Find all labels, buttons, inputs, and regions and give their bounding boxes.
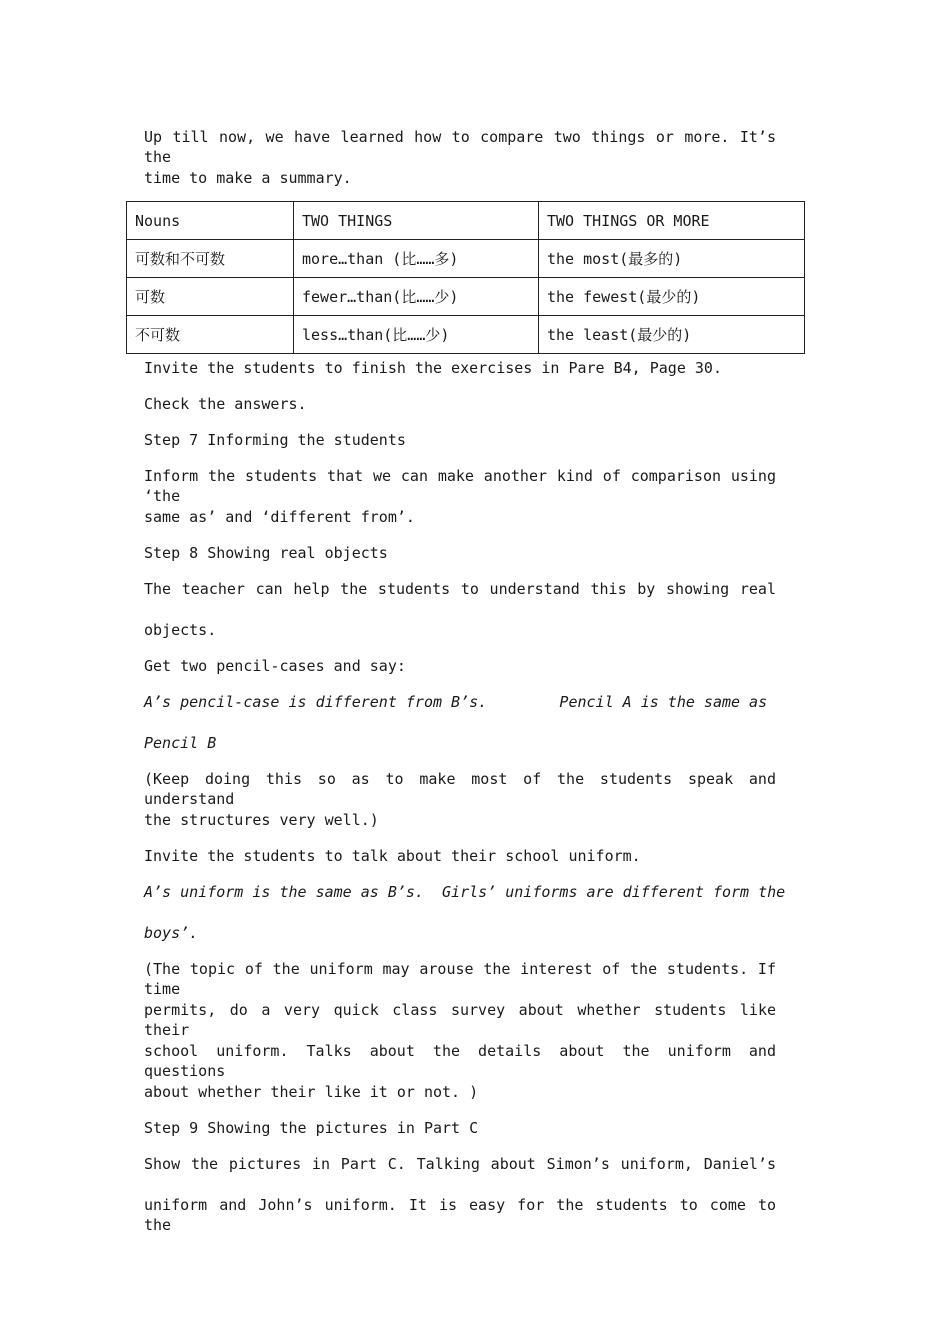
intro-line-1: Up till now, we have learned how to compare two things or more. It’s the	[144, 128, 776, 166]
table-header-cell: Nouns	[127, 202, 294, 240]
paragraph-line: Invite the students to finish the exercises in Pare B4, Page 30.	[144, 359, 722, 377]
table-cell: the fewest(最少的)	[539, 278, 805, 316]
paragraph-line: permits, do a very quick class survey about whether students like their	[144, 1001, 776, 1039]
table-cell: fewer…than(比……少)	[294, 278, 539, 316]
paragraph-line: Show the pictures in Part C. Talking about Simon’s uniform, Daniel’s	[144, 1155, 776, 1173]
intro-line-2: time to make a summary.	[144, 169, 352, 187]
paragraph-line: school uniform. Talks about the details about the uniform and questions	[144, 1042, 776, 1080]
paragraph-line: uniform and John’s uniform. It is easy for the students to come to the	[144, 1196, 776, 1234]
example-sentence: A’s uniform is the same as B’s. Girls’ uniforms are different form the	[144, 883, 786, 901]
paragraph-line: Inform the students that we can make another kind of comparison using ‘the	[144, 467, 776, 505]
table-cell: 不可数	[127, 316, 294, 354]
paragraph-line: about whether their like it or not. )	[144, 1083, 479, 1101]
table-cell: more…than (比……多)	[294, 240, 539, 278]
paragraph-line: the structures very well.)	[144, 811, 379, 829]
table-row	[127, 240, 805, 278]
table-header-cell: TWO THINGS	[294, 202, 539, 240]
example-sentence: boys’.	[144, 924, 199, 942]
table-cell: 可数	[127, 278, 294, 316]
table-cell: the least(最少的)	[539, 316, 805, 354]
table-row	[127, 278, 805, 316]
step-heading: Step 9 Showing the pictures in Part C	[144, 1119, 479, 1137]
paragraph-line: same as’ and ‘different from’.	[144, 508, 415, 526]
example-sentence: A’s pencil-case is different from B’s. Pencil A is the same as	[144, 693, 768, 711]
paragraph-line: (Keep doing this so as to make most of the students speak and understand	[144, 770, 776, 808]
example-sentence: Pencil B	[144, 734, 217, 752]
table-cell: 可数和不可数	[127, 240, 294, 278]
paragraph-line: Invite the students to talk about their school uniform.	[144, 847, 641, 865]
table-cell: the most(最多的)	[539, 240, 805, 278]
step-heading: Step 7 Informing the students	[144, 431, 406, 449]
paragraph-line: objects.	[144, 621, 217, 639]
paragraph-line: Get two pencil-cases and say:	[144, 657, 406, 675]
step-heading: Step 8 Showing real objects	[144, 544, 388, 562]
table-row	[127, 316, 805, 354]
paragraph-line: The teacher can help the students to understand this by showing real	[144, 580, 776, 598]
table-header-cell: TWO THINGS OR MORE	[539, 202, 805, 240]
table-cell: less…than(比……少)	[294, 316, 539, 354]
comparison-summary-table	[126, 201, 805, 354]
table-header-row	[127, 202, 805, 240]
paragraph-line: (The topic of the uniform may arouse the interest of the students. If time	[144, 960, 776, 998]
paragraph-line: Check the answers.	[144, 395, 307, 413]
